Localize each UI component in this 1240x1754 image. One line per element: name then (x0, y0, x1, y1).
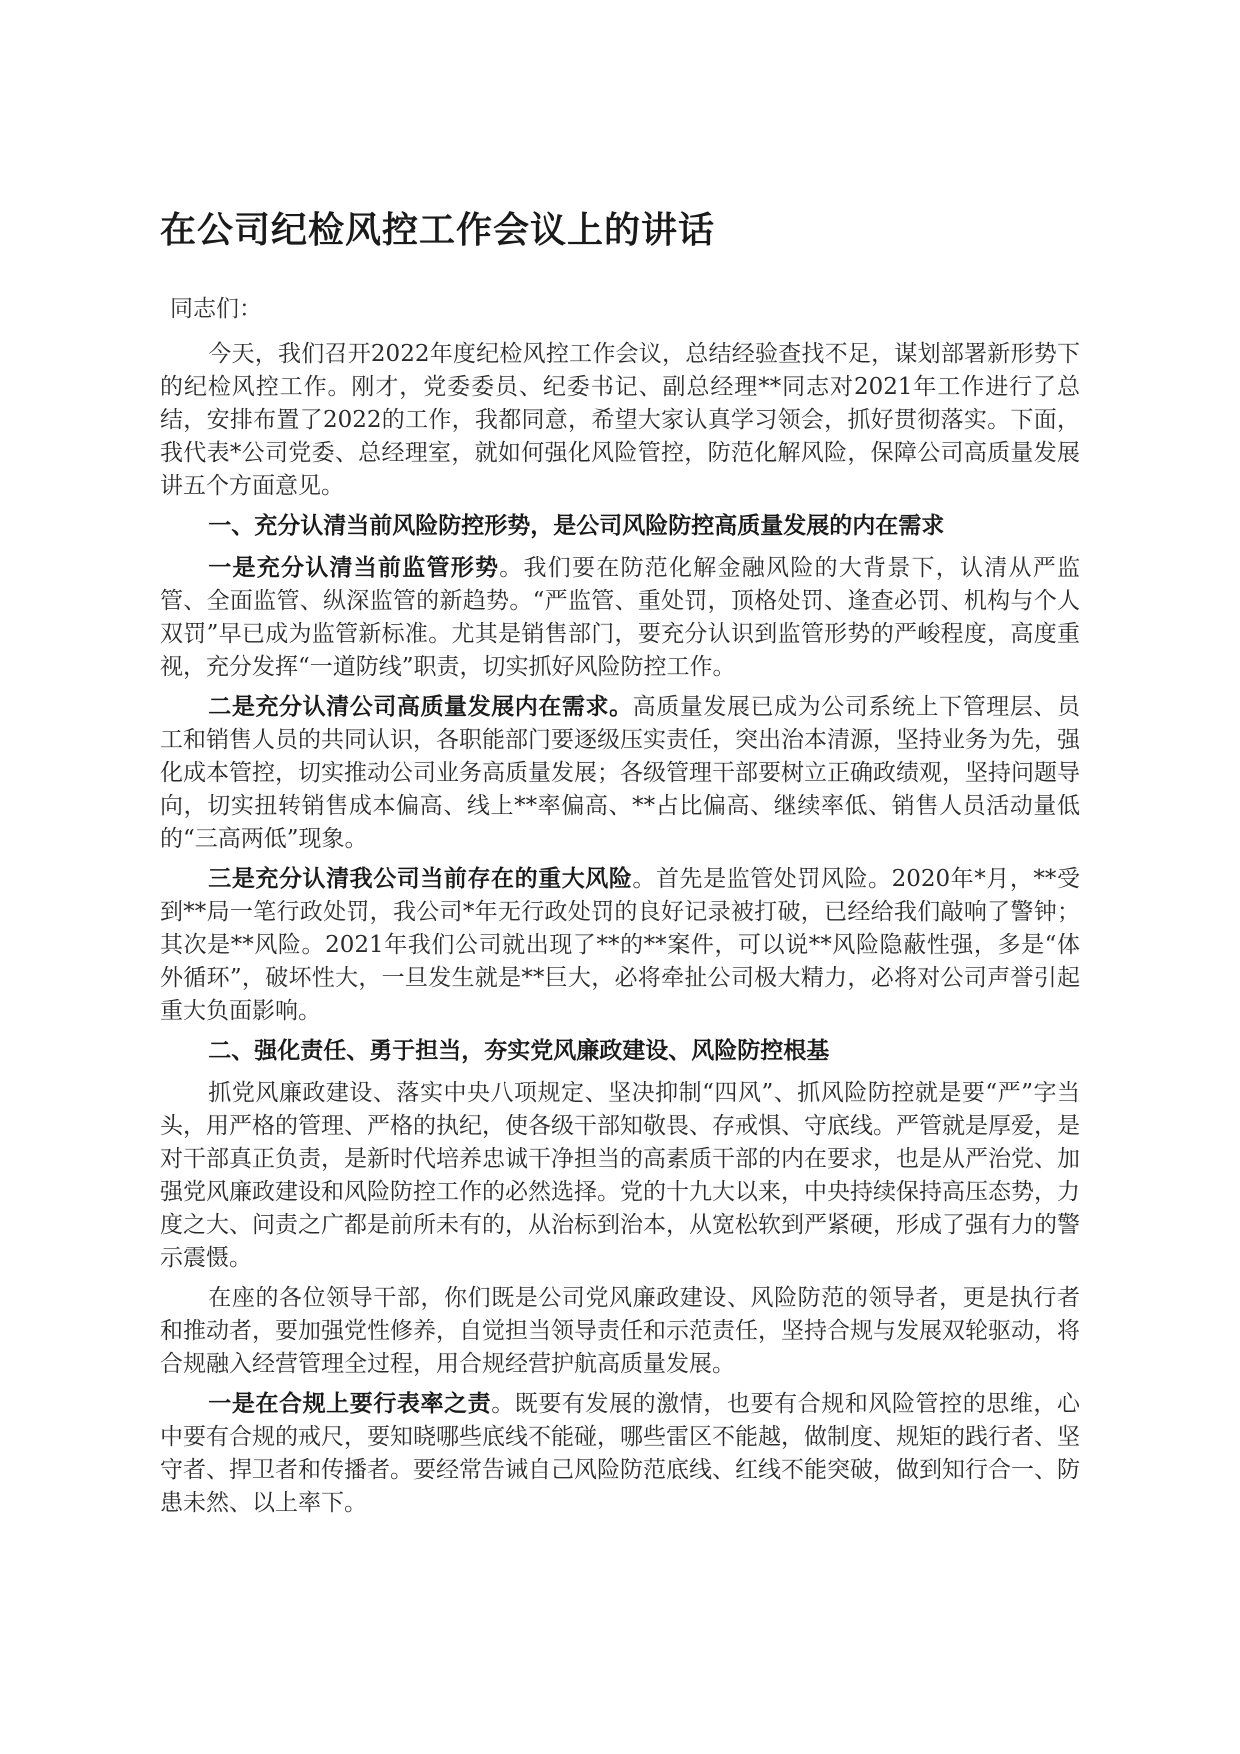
section-heading-2: 二、强化责任、勇于担当，夯实党风廉政建设、风险防控根基 (208, 1038, 830, 1064)
paragraph-lead-bold: 一是在合规上要行表率之责 (208, 1391, 492, 1417)
section2-paragraph-2: 在座的各位领导干部，你们既是公司党风廉政建设、风险防范的领导者，更是执行者和推动者，要加强党性修养，自觉担当领导责任和示范责任，坚持合规与发展双轮驱动，将合规融入经营管理全过程，用合规经营护航高质量发展。 (160, 1285, 1080, 1377)
document-title: 在公司纪检风控工作会议上的讲话 (160, 210, 716, 251)
paragraph-text: 。首先是监管处罚风险。2020年*月，**受到**局一笔行政处罚，我公司*年无行政处罚的良好记录被打破，已经给我们敲响了警钟；其次是**风险。2021年我们公司就出现了**的**案件，可以说**风险隐蔽性强，多是“体外循环”，破坏性大，一旦发生就是**巨大，必将牵扯公司极大精力，必将对公司声誉引起重大负面影响。 (160, 866, 1080, 1024)
section1-paragraph-2 (160, 691, 1080, 856)
section1-paragraph-3 (160, 863, 1080, 1028)
paragraph-text: 。我们要在防范化解金融风险的大背景下，认清从严监管、全面监管、纵深监管的新趋势。“严监管、重处罚，顶格处罚、逢查必罚、机构与个人双罚”早已成为监管新标准。尤其是销售部门，要充分认识到监管形势的严峻程度，高度重视，充分发挥“一道防线”职责，切实抓好风险防控工作。 (160, 555, 1081, 680)
section-heading-1: 一、充分认清当前风险防控形势，是公司风险防控高质量发展的内在需求 (208, 513, 945, 539)
paragraph-lead-bold: 二是充分认清公司高质量发展内在需求。 (208, 694, 633, 720)
paragraph-lead-bold: 一是充分认清当前监管形势 (208, 555, 500, 581)
paragraph-text: 。既要有发展的激情，也要有合规和风险管控的思维，心中要有合规的戒尺，要知晓哪些底线不能碰，哪些雷区不能越，做制度、规矩的践行者、坚守者、捍卫者和传播者。要经常告诫自己风险防范底线、红线不能突破，做到知行合一、防患未然、以上率下。 (160, 1391, 1081, 1516)
salutation: 同志们： (170, 296, 262, 322)
section1-paragraph-1 (160, 552, 1080, 684)
paragraph-lead-bold: 三是充分认清我公司当前存在的重大风险 (208, 866, 633, 892)
paragraph-text: 高质量发展已成为公司系统上下管理层、员工和销售人员的共同认识，各职能部门要逐级压实责任，突出治本清源，坚持业务为先，强化成本管控，切实推动公司业务高质量发展；各级管理干部要树立正确政绩观，坚持问题导向，切实扭转销售成本偏高、线上**率偏高、**占比偏高、继续率低、销售人员活动量低的“三高两低”现象。 (160, 694, 1081, 852)
intro-paragraph: 今天，我们召开2022年度纪检风控工作会议，总结经验查找不足，谋划部署新形势下的纪检风控工作。刚才，党委委员、纪委书记、副总经理**同志对2021年工作进行了总结，安排布置了2022的工作，我都同意，希望大家认真学习领会，抓好贯彻落实。下面，我代表*公司党委、总经理室，就如何强化风险管控，防范化解风险，保障公司高质量发展讲五个方面意见。 (160, 341, 1080, 499)
section2-paragraph-3 (160, 1388, 1080, 1520)
section2-paragraph-1: 抓党风廉政建设、落实中央八项规定、坚决抑制“四风”、抓风险防控就是要“严”字当头，用严格的管理、严格的执纪，使各级干部知敬畏、存戒惧、守底线。严管就是厚爱，是对干部真正负责，是新时代培养忠诚干净担当的高素质干部的内在要求，也是从严治党、加强党风廉政建设和风险防控工作的必然选择。党的十九大以来，中央持续保持高压态势，力度之大、问责之广都是前所未有的，从治标到治本，从宽松软到严紧硬，形成了强有力的警示震慑。 (160, 1080, 1080, 1271)
document-body (160, 338, 1080, 1527)
